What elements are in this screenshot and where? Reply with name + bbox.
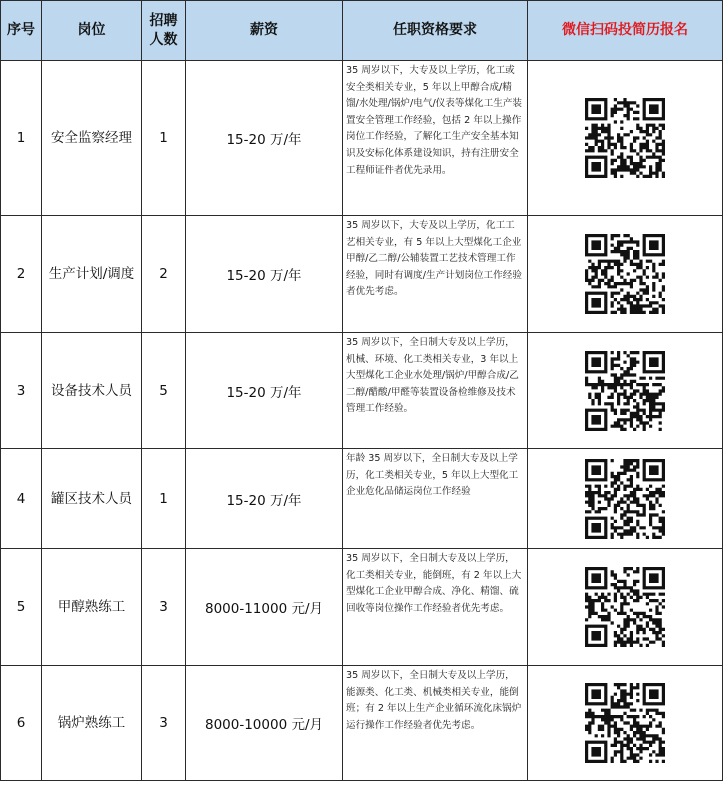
table-row bbox=[1, 333, 723, 449]
row-apply bbox=[528, 449, 723, 549]
qr-code-icon[interactable] bbox=[585, 683, 665, 763]
row-requirements: 35 周岁以下，全日制大专及以上学历，能源类、化工类、机械类相关专业，能倒班；有 2 年以上生产企业循环流化床锅炉运行操作工作经验者优先考虑。 bbox=[343, 666, 528, 781]
row-index: 4 bbox=[1, 449, 42, 549]
row-position: 安全监察经理 bbox=[42, 61, 142, 216]
row-index: 2 bbox=[1, 216, 42, 333]
header-requirements: 任职资格要求 bbox=[343, 1, 528, 61]
row-requirements: 35 周岁以下，全日制大专及以上学历，机械、环境、化工类相关专业，3 年以上大型煤化工企业水处理/锅炉/甲醇合成/乙二醇/醋酸/甲醛等装置设备检维修及技术管理工作经验。 bbox=[343, 333, 528, 449]
header-index: 序号 bbox=[1, 1, 42, 61]
row-apply bbox=[528, 549, 723, 666]
header-headcount-label: 招聘人数 bbox=[149, 12, 178, 48]
row-requirements: 35 周岁以下，大专及以上学历，化工或安全类相关专业，5 年以上甲醇合成/精馏/水处理/锅炉/电气/仪表等煤化工生产装置安全管理工作经验，包括 2 年以上操作岗位工作经验，了解化工生产安全基本知识及安标化体系建设知识，持有注册安全工程师证件者优先录用。 bbox=[343, 61, 528, 216]
row-headcount: 1 bbox=[142, 61, 186, 216]
qr-code-icon[interactable] bbox=[585, 459, 665, 539]
row-headcount: 1 bbox=[142, 449, 186, 549]
row-position: 生产计划/调度 bbox=[42, 216, 142, 333]
table-row bbox=[1, 449, 723, 549]
row-position: 设备技术人员 bbox=[42, 333, 142, 449]
row-requirements: 35 周岁以下，大专及以上学历，化工工艺相关专业，有 5 年以上大型煤化工企业甲醇/乙二醇/公辅装置工艺技术管理工作经验，同时有调度/生产计划岗位工作经验者优先考虑。 bbox=[343, 216, 528, 333]
row-headcount: 3 bbox=[142, 549, 186, 666]
qr-code-icon[interactable] bbox=[585, 98, 665, 178]
table-row bbox=[1, 61, 723, 216]
row-requirements: 年龄 35 周岁以下，全日制大专及以上学历，化工类相关专业，5 年以上大型化工企业危化品储运岗位工作经验 bbox=[343, 449, 528, 549]
row-apply bbox=[528, 333, 723, 449]
header-headcount bbox=[142, 1, 186, 61]
row-salary: 8000-11000 元/月 bbox=[186, 549, 343, 666]
row-salary: 8000-10000 元/月 bbox=[186, 666, 343, 781]
row-position: 甲醇熟练工 bbox=[42, 549, 142, 666]
qr-code-icon[interactable] bbox=[585, 234, 665, 314]
header-salary: 薪资 bbox=[186, 1, 343, 61]
row-salary: 15-20 万/年 bbox=[186, 216, 343, 333]
table-row bbox=[1, 549, 723, 666]
row-index: 3 bbox=[1, 333, 42, 449]
row-salary: 15-20 万/年 bbox=[186, 61, 343, 216]
qr-code-icon[interactable] bbox=[585, 567, 665, 647]
row-position: 锅炉熟练工 bbox=[42, 666, 142, 781]
header-row bbox=[1, 1, 723, 61]
header-position: 岗位 bbox=[42, 1, 142, 61]
row-headcount: 3 bbox=[142, 666, 186, 781]
row-requirements: 35 周岁以下，全日制大专及以上学历，化工类相关专业，能倒班，有 2 年以上大型煤化工企业甲醇合成、净化、精馏、硫回收等岗位操作工作经验者优先考虑。 bbox=[343, 549, 528, 666]
row-index: 1 bbox=[1, 61, 42, 216]
row-index: 5 bbox=[1, 549, 42, 666]
row-position: 罐区技术人员 bbox=[42, 449, 142, 549]
table-row bbox=[1, 216, 723, 333]
row-salary: 15-20 万/年 bbox=[186, 333, 343, 449]
row-salary: 15-20 万/年 bbox=[186, 449, 343, 549]
qr-code-icon[interactable] bbox=[585, 351, 665, 431]
row-headcount: 5 bbox=[142, 333, 186, 449]
header-apply: 微信扫码投简历报名 bbox=[528, 1, 723, 61]
row-apply bbox=[528, 61, 723, 216]
table-row bbox=[1, 666, 723, 781]
row-apply bbox=[528, 666, 723, 781]
row-index: 6 bbox=[1, 666, 42, 781]
row-apply bbox=[528, 216, 723, 333]
row-headcount: 2 bbox=[142, 216, 186, 333]
